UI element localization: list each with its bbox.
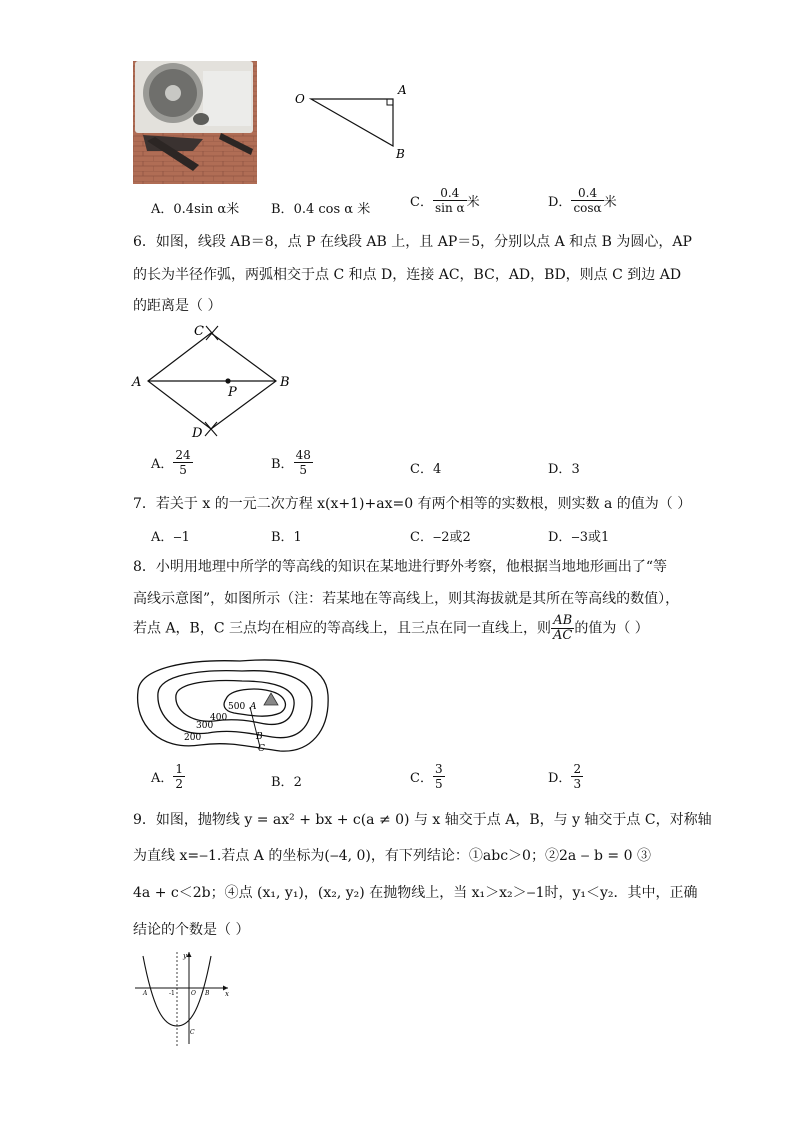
label-d: D: [192, 426, 203, 441]
label-400: 400: [210, 713, 228, 723]
q8-option-b[interactable]: B．2: [271, 775, 302, 790]
label-o: O: [191, 990, 196, 997]
label-c: C: [258, 744, 265, 754]
label-b: B: [256, 732, 263, 742]
label-c: C: [190, 1029, 195, 1036]
right-triangle-figure: [290, 80, 420, 165]
q6-option-a[interactable]: A． $\frac{24}{5}$: [151, 448, 191, 477]
label-p: P: [228, 385, 237, 400]
q7-option-d[interactable]: D．‒3或1: [548, 530, 610, 545]
label-a: A: [132, 375, 142, 390]
q6-option-c[interactable]: C．4: [410, 462, 442, 477]
q6-line3: 的距离是（ ）: [133, 298, 222, 314]
label-o: O: [295, 92, 305, 106]
label-x: x: [225, 990, 229, 998]
label-y: y: [183, 952, 187, 960]
label-a: A: [250, 702, 257, 712]
label-a: A: [143, 990, 148, 997]
q5-option-a[interactable]: A．0.4sin α米: [151, 202, 240, 217]
q8-line3: 若点 A，B，C 三点均在相应的等高线上，且三点在同一直线上，则 $\frac{AB}{AC}$ 的值为（ ）: [133, 613, 649, 643]
q9-line2: 为直线 x=‒1.若点 A 的坐标为(‒4, 0)，有下列结论：①abc＞0；②2a ‒ b = 0 ③: [133, 848, 651, 864]
label-300: 300: [196, 721, 214, 731]
label-c: C: [194, 324, 204, 339]
rhombus-figure: [128, 318, 298, 443]
contour-map-figure: [130, 655, 335, 757]
label-200: 200: [184, 733, 202, 743]
q5-option-b[interactable]: B．0.4 cos α 米: [271, 202, 371, 217]
q5-option-c[interactable]: C． $\frac{0.4}{\text{sin α}}$ 米: [410, 186, 480, 215]
fraction: $\frac{24}{5}$: [175, 448, 191, 477]
fraction-ab-ac: $\frac{AB}{AC}$: [553, 613, 573, 643]
parabola-graph-figure: [133, 948, 233, 1048]
q7-option-a[interactable]: A．‒1: [151, 530, 190, 545]
q7-option-c[interactable]: C．‒2或2: [410, 530, 471, 545]
label-b: B: [396, 147, 405, 161]
q8-option-d[interactable]: D． $\frac{2}{3}$: [548, 762, 582, 791]
label-b: B: [205, 990, 210, 997]
fraction: $\frac{48}{5}$: [295, 448, 311, 477]
q6-line1: 6．如图，线段 AB＝8，点 P 在线段 AB 上，且 AP＝5，分别以点 A 和点 B 为圆心，AP: [133, 234, 692, 250]
q7-option-b[interactable]: B．1: [271, 530, 302, 545]
fraction: $\frac{0.4}{\text{sin α}}$: [434, 186, 465, 215]
fraction: $\frac{3}{5}$: [434, 762, 443, 791]
q8-line1: 8．小明用地理中所学的等高线的知识在某地进行野外考察，他根据当地地形画出了“等: [133, 559, 668, 575]
label-a: A: [398, 83, 407, 97]
q9-line1: 9．如图，抛物线 y = ax² + bx + c(a ≠ 0) 与 x 轴交于点 A，B，与 y 轴交于点 C，对称轴: [133, 812, 712, 828]
q9-line4: 结论的个数是（ ）: [133, 922, 250, 938]
q5-option-d[interactable]: D． $\frac{0.4}{\cos\alpha}$ 米: [548, 186, 617, 215]
q7-line1: 7．若关于 x 的一元二次方程 x(x+1)+ax=0 有两个相等的实数根，则实数 a 的值为（ ）: [133, 496, 692, 512]
label-500: 500: [228, 702, 246, 712]
q9-line3: 4a + c＜2b；④点 (x₁, y₁)，(x₂, y₂) 在抛物线上，当 x₁＞x₂＞‒1时，y₁＜y₂．其中，正确: [133, 885, 698, 901]
q6-line2: 的长为半径作弧，两弧相交于点 C 和点 D，连接 AC，BC，AD，BD，则点 C 到边 AD: [133, 267, 682, 283]
q6-option-d[interactable]: D．3: [548, 462, 580, 477]
fraction: $\frac{0.4}{\cos\alpha}$: [573, 186, 602, 215]
fraction: $\frac{2}{3}$: [573, 762, 582, 791]
q6-option-b[interactable]: B． $\frac{48}{5}$: [271, 448, 311, 477]
label-m1: -1: [169, 990, 175, 997]
q8-option-c[interactable]: C． $\frac{3}{5}$: [410, 762, 443, 791]
air-conditioner-photo: [133, 61, 257, 184]
label-b: B: [280, 375, 290, 390]
q8-line2: 高线示意图”，如图所示（注：若某地在等高线上，则其海拔就是其所在等高线的数值），: [133, 591, 680, 607]
q8-option-a[interactable]: A． $\frac{1}{2}$: [151, 762, 184, 791]
fraction: $\frac{1}{2}$: [175, 762, 184, 791]
